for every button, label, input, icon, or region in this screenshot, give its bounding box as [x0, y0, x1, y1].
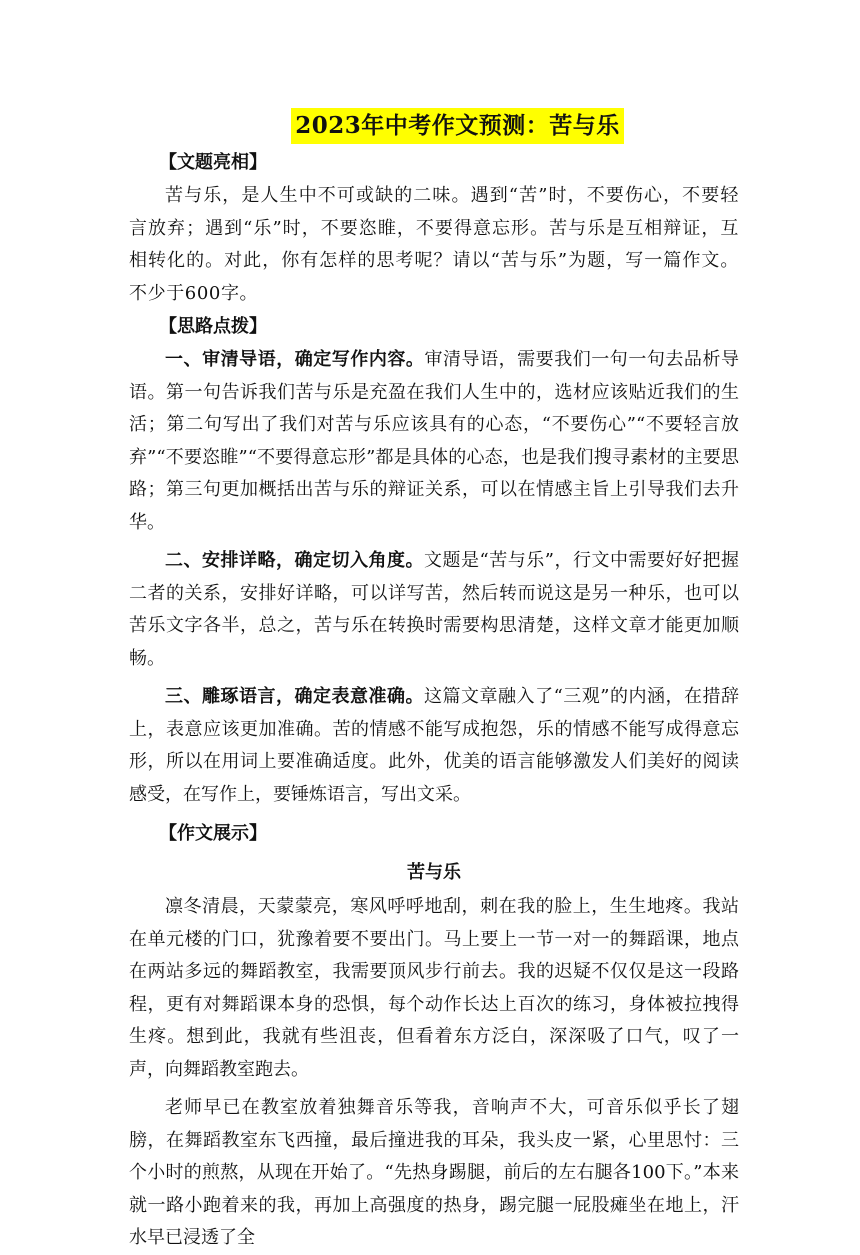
tips-heading: 【思路点拨】 [159, 316, 267, 337]
tip-3-bold: 三、雕琢语言，确定表意准确。 [165, 686, 425, 707]
title-wrap [0, 108, 860, 144]
tip-1 [129, 344, 739, 539]
tip-1-text: 审清导语，需要我们一句一句去品析导语。第一句告诉我们苦与乐是充盈在我们人生中的，选材应该贴近我们的生活；第二句写出了我们对苦与乐应该具有的心态，“不要伤心”“不要轻言放弃”“不要恣睢”“不要得意忘形”都是具体的心态，也是我们搜寻素材的主要思路；第三句更加概括出苦与乐的辩证关系，可以在情感主旨上引导我们去升华。 [129, 349, 740, 533]
tip-2 [129, 545, 739, 675]
page-title: 2023年中考作文预测：苦与乐 [291, 108, 624, 144]
essay-paragraph-1: 凛冬清晨，天蒙蒙亮，寒风呼呼地刮，刺在我的脸上，生生地疼。我站在单元楼的门口，犹豫着要不要出门。马上要上一节一对一的舞蹈课，地点在两站多远的舞蹈教室，我需要顶风步行前去。我的迟疑不仅仅是这一段路程，更有对舞蹈课本身的恐惧，每个动作长达上百次的练习，身体被拉拽得生疼。想到此，我就有些沮丧，但看着东方泛白，深深吸了口气，叹了一声，向舞蹈教室跑去。 [129, 896, 739, 1080]
tip-2-text: 文题是“苦与乐”，行文中需要好好把握二者的关系，安排好详略，可以详写苦，然后转而说这是另一种乐，也可以苦乐文字各半，总之，苦与乐在转换时需要构思清楚，这样文章才能更加顺畅。 [129, 550, 740, 669]
essay-heading: 【作文展示】 [159, 823, 267, 844]
document-body [129, 146, 739, 1255]
topic-heading: 【文题亮相】 [159, 152, 267, 173]
essay-title: 苦与乐 [407, 862, 461, 883]
topic-text: 苦与乐，是人生中不可或缺的二味。遇到“苦”时，不要伤心，不要轻言放弃；遇到“乐”时，不要恣睢，不要得意忘形。苦与乐是互相辩证，互相转化的。对此，你有怎样的思考呢？请以“苦与乐”为题，写一篇作文。不少于600字。 [129, 185, 739, 304]
tip-3 [129, 681, 739, 811]
tip-1-bold: 一、审清导语，确定写作内容。 [165, 349, 425, 370]
tip-2-bold: 二、安排详略，确定切入角度。 [165, 550, 425, 571]
tip-3-text: 这篇文章融入了“三观”的内涵，在措辞上，表意应该更加准确。苦的情感不能写成抱怨，乐的情感不能写成得意忘形，所以在用词上要准确适度。此外，优美的语言能够激发人们美好的阅读感受，在写作上，要锤炼语言，写出文采。 [129, 686, 740, 805]
essay-paragraph-2: 老师早已在教室放着独舞音乐等我，音响声不大，可音乐似乎长了翅膀，在舞蹈教室东飞西撞，最后撞进我的耳朵，我头皮一紧，心里思忖：三个小时的煎熬，从现在开始了。“先热身踢腿，前后的左右腿各100下。”本来就一路小跑着来的我，再加上高强度的热身，踢完腿一屁股瘫坐在地上，汗水早已浸透了全 [129, 1097, 739, 1248]
